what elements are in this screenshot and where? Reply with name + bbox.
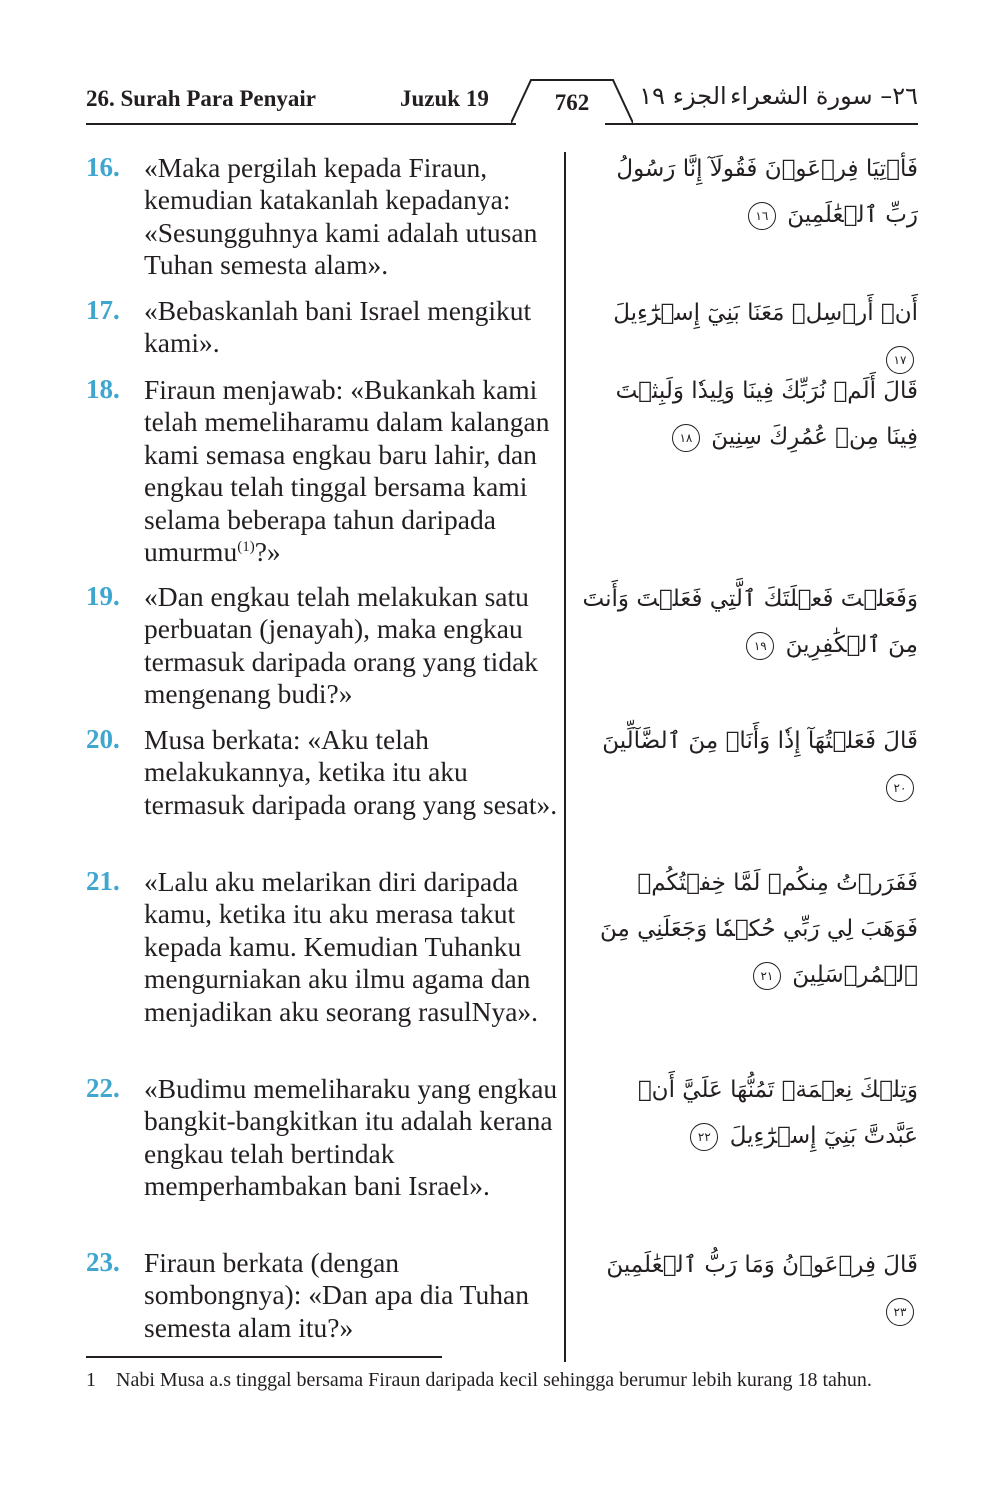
verse-number: 23. [86, 1247, 120, 1277]
ayah-marker-icon: ٢١ [753, 962, 781, 990]
arabic-verse-22 [578, 1067, 918, 1159]
arabic-text: قَالَ فِرۡعَوۡنُ وَمَا رَبُّ ٱلۡعَٰلَمِينَ [606, 1252, 918, 1278]
arabic-text: وَتِلۡكَ نِعۡمَةٞ تَمُنُّهَا عَلَيَّ أَنۡ عَبَّدتَّ بَنِيٓ إِسۡرَٰٓءِيلَ [637, 1077, 918, 1149]
header-juzuk: Juzuk 19 [400, 86, 489, 111]
ayah-marker-icon: ١٦ [748, 202, 776, 230]
arabic-text: وَفَعَلۡتَ فَعۡلَتَكَ ٱلَّتِي فَعَلۡتَ وَأَنتَ مِنَ ٱلۡكَٰفِرِينَ [582, 586, 918, 658]
ayah-marker-icon: ١٧ [886, 346, 914, 374]
arabic-text: فَأۡتِيَا فِرۡعَوۡنَ فَقُولَآ إِنَّا رَسُولُ رَبِّ ٱلۡعَٰلَمِينَ [616, 156, 918, 228]
header-rule-right [605, 123, 918, 125]
verse-text: Firaun berkata (dengan sombongnya): «Dan apa dia Tuhan semesta alam itu?» [144, 1247, 529, 1343]
footnote-ref: (1) [237, 538, 255, 555]
header-surah-title: 26. Surah Para Penyair [86, 86, 316, 111]
page-number: 762 [554, 90, 590, 115]
column-divider [564, 152, 566, 1362]
verse-text-end: ?» [254, 536, 281, 568]
ayah-marker-icon: ١٩ [746, 632, 774, 660]
verse-number: 22. [86, 1073, 120, 1103]
ayah-marker-icon: ٢٢ [690, 1123, 718, 1151]
verse-number: 18. [86, 374, 120, 404]
ayah-marker-icon: ١٨ [672, 424, 700, 452]
arabic-verse-21 [578, 860, 918, 998]
footnote-rule [86, 1356, 442, 1358]
arabic-verse-19 [578, 576, 918, 668]
arabic-text: قَالَ أَلَمۡ نُرَبِّكَ فِينَا وَلِيدٗا وَلَبِثۡتَ فِينَا مِنۡ عُمُرِكَ سِنِينَ [615, 378, 918, 450]
footnote-text: Nabi Musa a.s tinggal bersama Firaun daripada kecil sehingga berumur lebih kurang 18 tahun. [116, 1369, 872, 1391]
header-rule-left [86, 123, 516, 125]
verse-text: «Budimu memeliharaku yang engkau bangkit-bangkitkan itu adalah kerana engkau telah bertindak memperhambakan bani Israel». [144, 1073, 558, 1202]
ayah-marker-icon: ٢٠ [886, 774, 914, 802]
verse-text: Musa berkata: «Aku telah melakukannya, ketika itu aku termasuk daripada orang yang sesat». [144, 724, 558, 820]
ayah-marker-icon: ٢٣ [886, 1298, 914, 1326]
verse-number: 19. [86, 581, 120, 611]
arabic-text: قَالَ فَعَلۡتُهَآ إِذٗا وَأَنَا۠ مِنَ ٱلضَّآلِّينَ [602, 728, 918, 754]
footnote-number: 1 [86, 1369, 96, 1391]
header-juz-arabic: الجزء ١٩ [639, 82, 727, 110]
header-surah-arabic: ٢٦– سورة الشعراء [730, 82, 918, 110]
verse-text: «Maka pergilah kepada Firaun, kemudian katakanlah kepadanya: «Sesungguhnya kami adalah utusan Tuhan semesta alam». [144, 152, 538, 281]
verse-number: 21. [86, 866, 120, 896]
arabic-verse-20 [578, 718, 918, 810]
page-header [86, 78, 918, 124]
verse-number: 20. [86, 724, 120, 754]
arabic-text: فَفَرَرۡتُ مِنكُمۡ لَمَّا خِفۡتُكُمۡ فَوَهَبَ لِي رَبِّي حُكۡمٗا وَجَعَلَنِي مِنَ ٱلۡمُرۡسَلِينَ [599, 870, 918, 988]
verse-number: 17. [86, 295, 120, 325]
verse-text: «Bebaskanlah bani Israel mengikut kami». [144, 295, 532, 359]
verse-number: 16. [86, 152, 120, 182]
arabic-verse-18 [578, 368, 918, 460]
arabic-text: أَنۡ أَرۡسِلۡ مَعَنَا بَنِيٓ إِسۡرَٰٓءِيلَ [613, 300, 918, 326]
verse-text: «Lalu aku melarikan diri daripada kamu, ketika itu aku merasa takut kepada kamu. Kemudian Tuhanku mengurniakan aku ilmu agama dan menjadikan aku seorang rasulNya». [144, 866, 539, 1027]
verse-text-main: Firaun menjawab: «Bukankah kami telah memeliharamu dalam kalangan kami semasa engkau baru lahir, dan engkau telah tinggal bersama kami selama beberapa tahun daripada umurmu [144, 374, 550, 568]
arabic-verse-23 [578, 1242, 918, 1334]
verse-text: «Dan engkau telah melakukan satu perbuatan (jenayah), maka engkau termasuk daripada orang yang tidak mengenang budi?» [144, 581, 539, 710]
arabic-verse-16 [578, 146, 918, 238]
verse-text [144, 374, 560, 568]
